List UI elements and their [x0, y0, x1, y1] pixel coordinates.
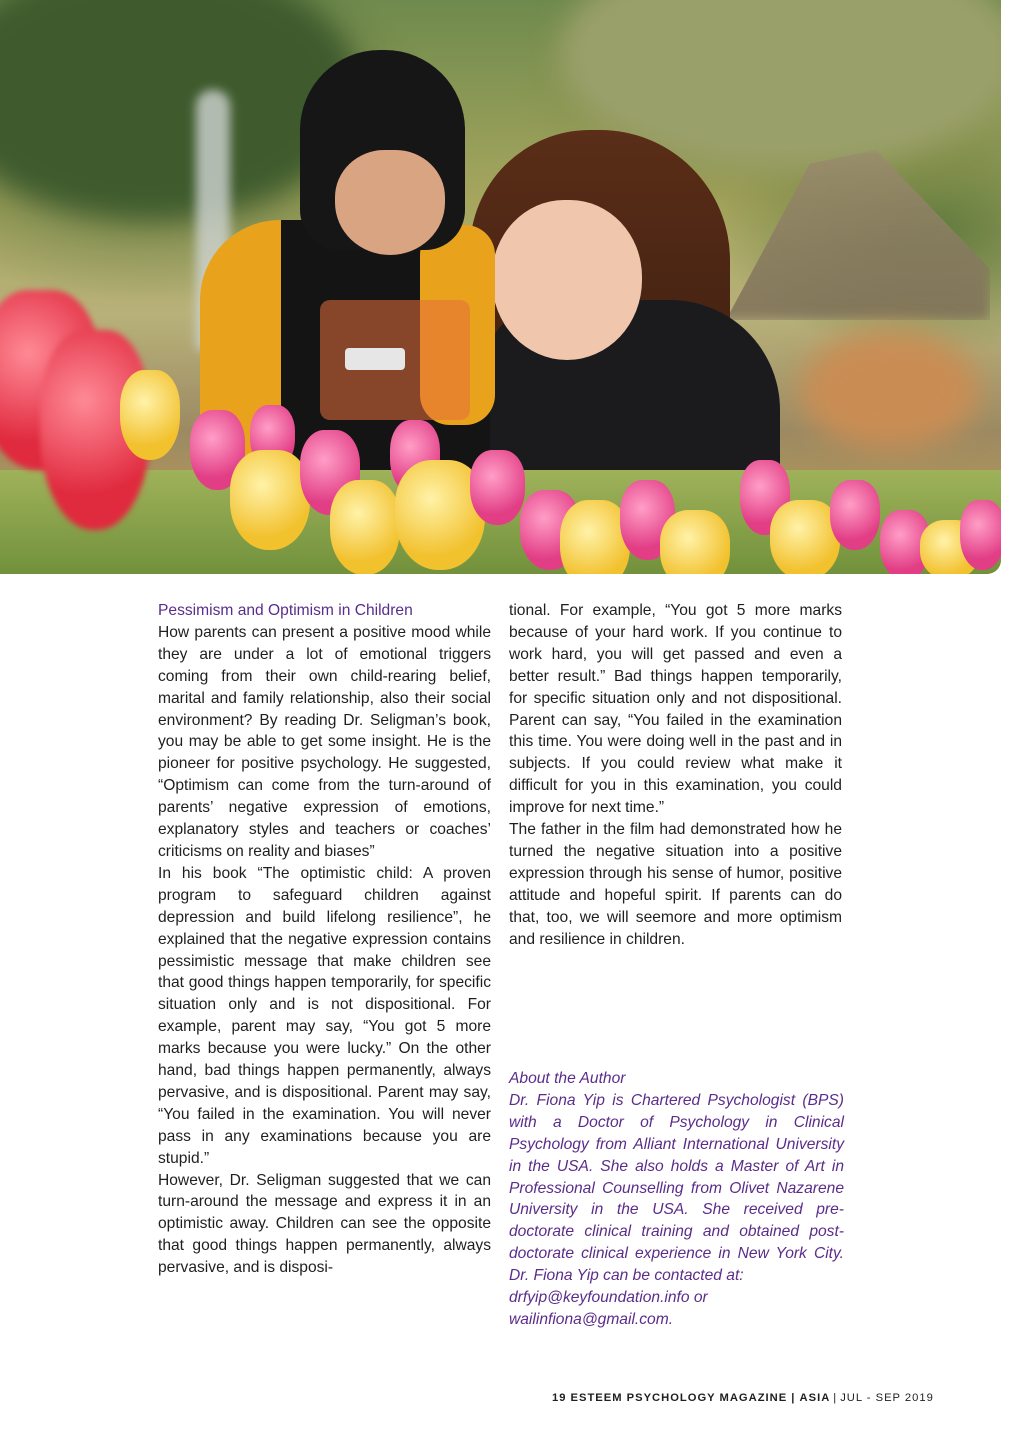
hut-roof — [690, 150, 990, 320]
mother-face — [492, 200, 642, 360]
tulip — [230, 450, 310, 550]
article-paragraph: In his book “The optimistic child: A proven program to safeguard children against depression and build lifelong resilience”, he explained that the negative expression contains pessimistic message that make children see that good things happen temporarily, for specific situation only and is not dispositional. For example, parent may say, “You got 5 more marks because you were lucky.” On the other hand, bad things happen permanently, always pervasive, and is dispositional. Parent may say, “You failed in the examination. You will never pass in any examinations because you are stupid.” — [158, 864, 491, 1167]
footer-separator: | — [791, 1392, 796, 1404]
footer-issue: JUL - SEP 2019 — [840, 1392, 934, 1404]
tulip — [960, 500, 1001, 570]
article-paragraph: The father in the film had demonstrated how he turned the negative situation into a positive expression through his sense of humor, positive attitude and hopeful spirit. If parents can do that, too, we will seemore and more optimism and resilience in children. — [509, 821, 842, 948]
article-column-left — [158, 600, 491, 1279]
tulip — [470, 450, 525, 525]
article-paragraph: How parents can present a positive mood while they are under a lot of emotional triggers coming from their own child-rearing belief, marital and family relationship, also their social environment? By reading Dr. Seligman’s book, you may be able to get some insight. He is the pioneer for positive psychology. He suggested, “Optimism can come from the turn-around of parents’ negative expression of emotions, explanatory styles and teachers or coaches’ criticisms on reality and biases” — [158, 623, 491, 860]
page-footer — [552, 1392, 934, 1404]
tulip — [330, 480, 400, 574]
section-heading: Pessimism and Optimism in Children — [158, 602, 413, 619]
tulip — [660, 510, 730, 574]
jacket-number-patch — [345, 348, 405, 370]
author-email-primary[interactable]: drfyip@keyfoundation.info or — [509, 1289, 708, 1307]
about-title: About the Author — [509, 1070, 626, 1087]
child-face — [335, 150, 445, 255]
tulip — [830, 480, 880, 550]
about-author-box — [509, 1068, 844, 1331]
hero-photo — [0, 0, 1001, 574]
background-blur — [800, 330, 980, 450]
article-column-right — [509, 600, 842, 951]
footer-separator: | — [833, 1392, 838, 1404]
tulip — [120, 370, 180, 460]
about-text: Dr. Fiona Yip is Chartered Psychologist (BPS) with a Doctor of Psychology in Clinical Psychology from Alliant International University in the USA. She also holds a Master of Art in Professional Counselling from Olivet Nazarene University in the USA. She received pre-doctorate clinical training and obtained post-doctorate clinical experience in New York City. Dr. Fiona Yip can be contacted at: — [509, 1091, 844, 1285]
about-body — [509, 1090, 844, 1331]
footer-magazine: 19 ESTEEM PSYCHOLOGY MAGAZINE — [552, 1392, 788, 1404]
author-email-secondary[interactable]: wailinfiona@gmail.com. — [509, 1310, 674, 1328]
article-paragraph: However, Dr. Seligman suggested that we can turn-around the message and express it in an optimistic away. Children can see the opposite that good things happen permanently, always pervasive, and is disposi- — [158, 1171, 491, 1277]
article-paragraph: tional. For example, “You got 5 more marks because of your hard work. If you continue to work hard, you will get passed and even a better result.” Bad things happen temporarily, for specific situation only and not dispositional. Parent can say, “You failed in the examination this time. You were doing well in the past and in subjects. If you could review what make it difficult for you in this examination, you could improve for next time.” — [509, 602, 842, 817]
footer-region: ASIA — [799, 1392, 831, 1404]
